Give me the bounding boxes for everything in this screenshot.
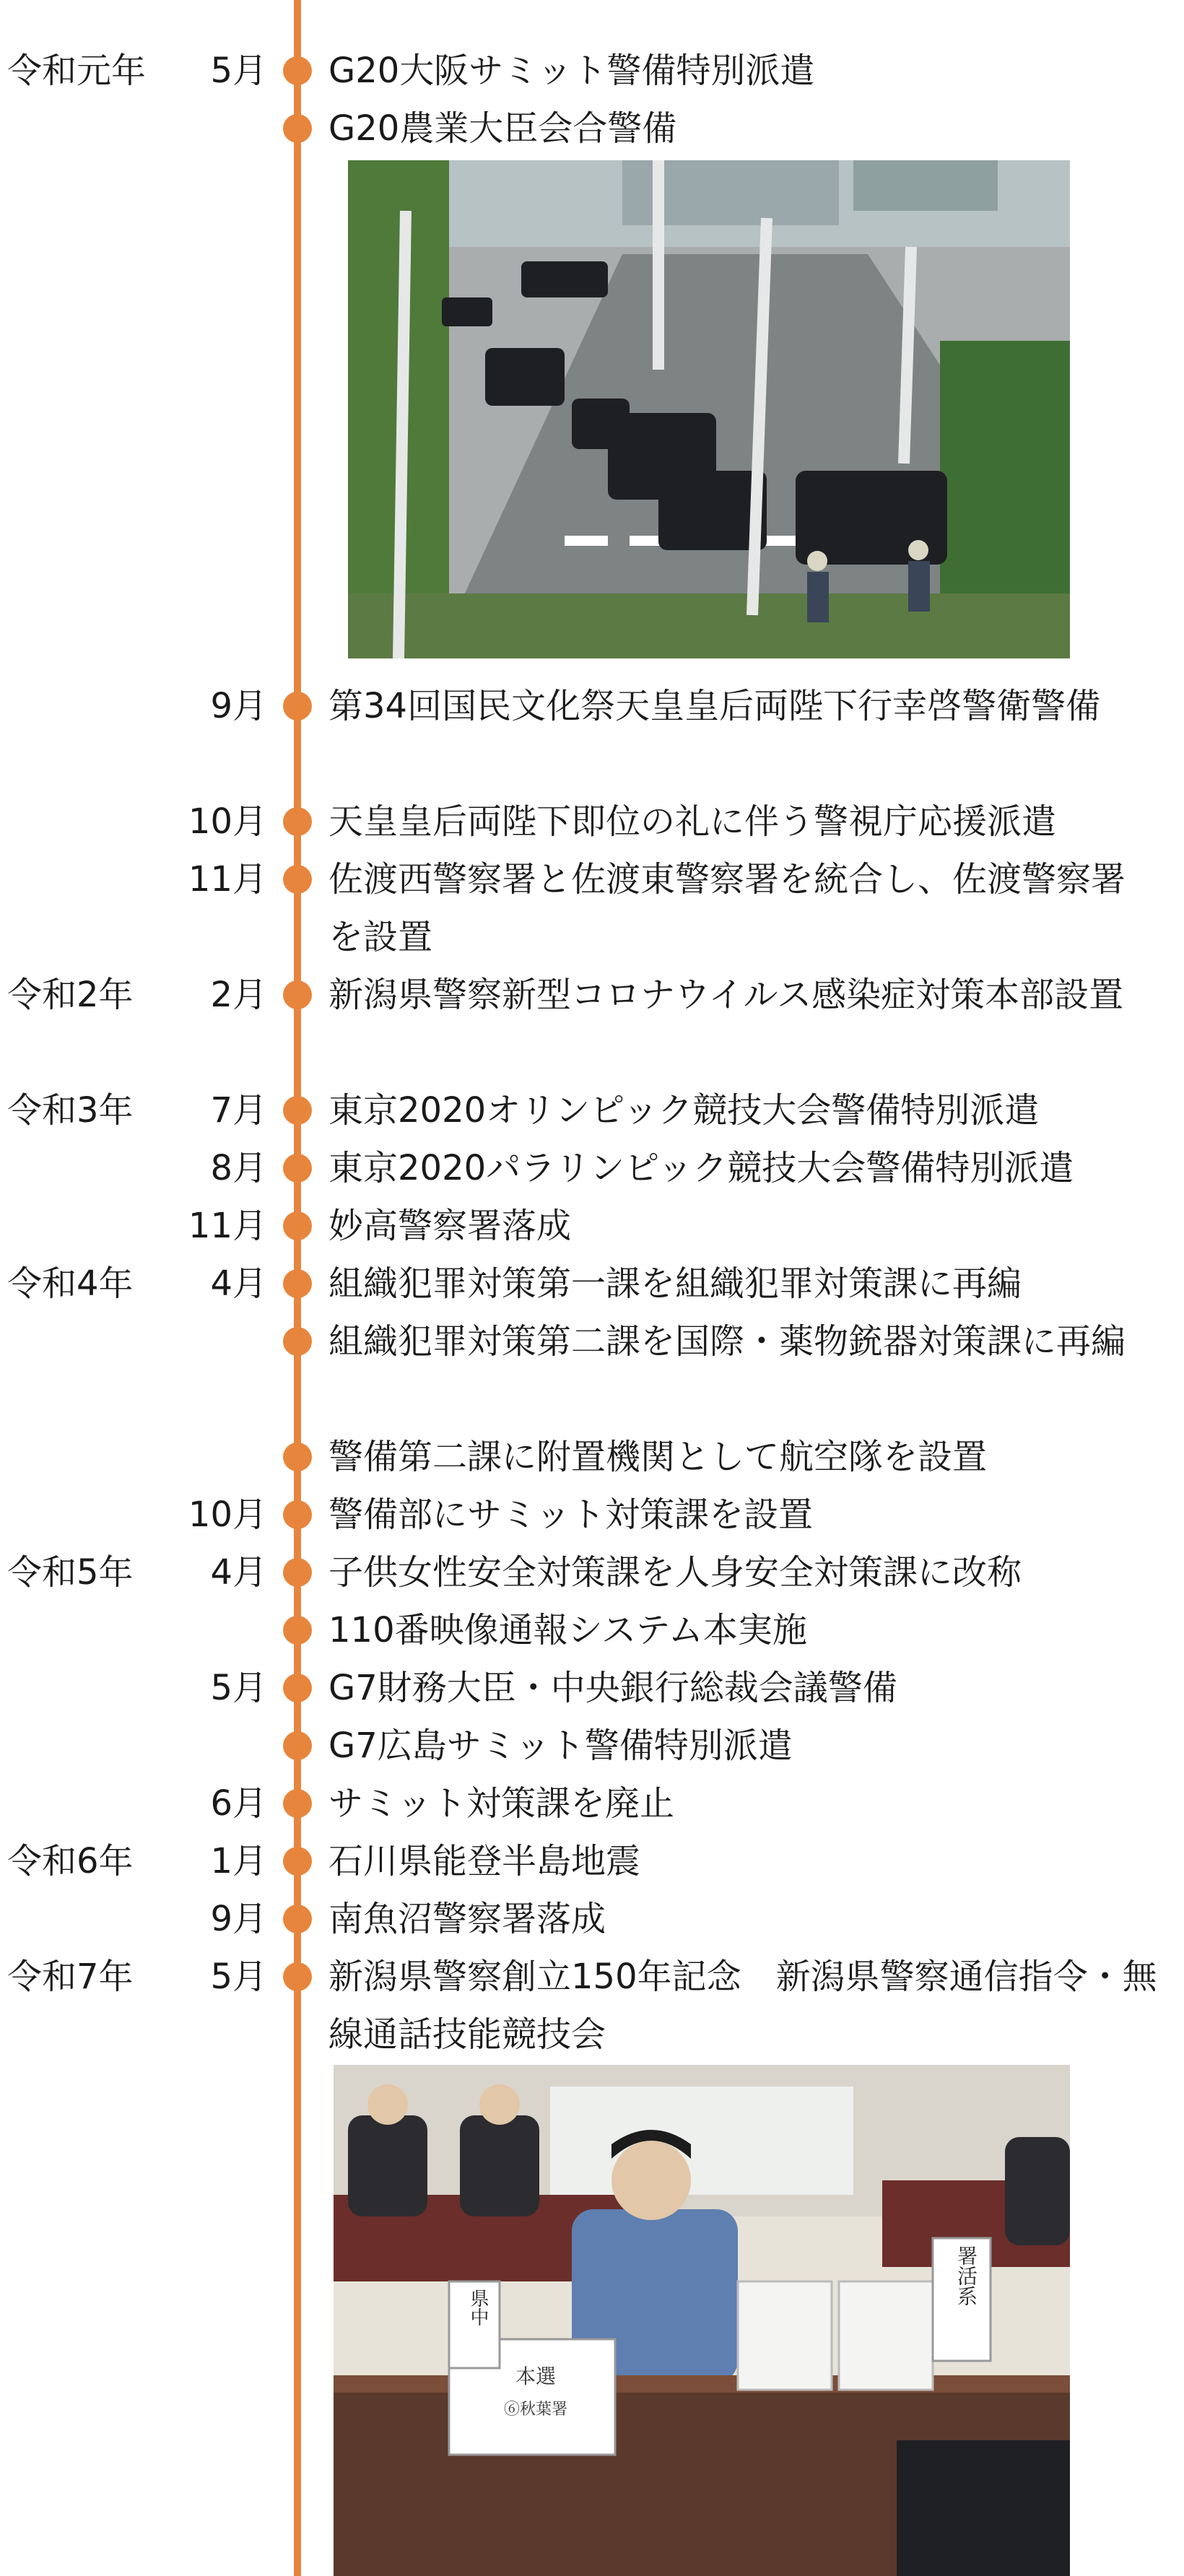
event-text: 東京2020オリンピック競技大会警備特別派遣 [328,1090,1040,1131]
timeline-dot [283,1789,312,1818]
timeline-dot [283,1674,312,1702]
timeline-dot [283,980,312,1009]
event-text: 第34回国民文化祭天皇皇后両陛下行幸啓警衛警備 [328,686,1101,726]
timeline-dot [283,1269,312,1298]
motorcade-photo [348,160,1070,658]
timeline-dot [283,1327,312,1356]
year-label: 令和3年 [7,1090,134,1131]
month-label: 11月 [188,1206,267,1246]
timeline-dot [283,1962,312,1991]
event-text: 組織犯罪対策第一課を組織犯罪対策課に再編 [328,1263,1022,1304]
timeline-dot [283,56,312,85]
month-label: 4月 [210,1552,267,1593]
year-label: 令和4年 [7,1263,134,1304]
month-label: 8月 [210,1148,267,1188]
event-text: 佐渡西警察署と佐渡東警察署を統合し、佐渡警察署を設置 [328,859,1126,957]
event-text: 110番映像通報システム本実施 [328,1610,807,1650]
event-text: 新潟県警察創立150年記念 新潟県警察通信指令・無線通話技能競技会 [328,1957,1157,2055]
month-label: 6月 [210,1783,267,1824]
sign-sub-text: ⑥秋葉署 [503,2401,567,2419]
side-label-right: 署活系 [954,2245,978,2306]
month-label: 5月 [210,51,267,91]
month-label: 9月 [210,686,267,726]
event-text: 石川県能登半島地震 [328,1841,641,1881]
event-text: 妙高警察署落成 [328,1206,572,1246]
year-label: 令和5年 [7,1552,134,1593]
year-label: 令和元年 [7,51,147,91]
month-label: 7月 [210,1090,267,1131]
timeline-dot [283,1558,312,1587]
year-label: 令和7年 [7,1957,134,1997]
timeline-dot [283,1096,312,1125]
timeline-dot [283,807,312,836]
sign-main-text: 本選 [515,2364,556,2388]
month-label: 2月 [210,975,267,1015]
timeline-dot [283,865,312,894]
timeline-dot [283,1154,312,1183]
photo-competition-icon [334,2065,1070,2576]
month-label: 10月 [188,1494,267,1535]
month-label: 1月 [210,1841,267,1881]
year-label: 令和6年 [7,1841,134,1881]
timeline-dot [283,114,312,143]
timeline-dot [283,1443,312,1471]
event-text: G7財務大臣・中央銀行総裁会議警備 [328,1668,897,1708]
timeline-dot [283,692,312,721]
event-text: 警備部にサミット対策課を設置 [328,1494,814,1535]
month-label: 4月 [210,1263,267,1304]
competition-photo [334,2065,1070,2576]
event-text: 天皇皇后両陛下即位の礼に伴う警視庁応援派遣 [328,801,1057,842]
timeline-dot [283,1905,312,1933]
month-label: 5月 [210,1957,267,1997]
event-text: 組織犯罪対策第二課を国際・薬物銃器対策課に再編 [328,1321,1126,1362]
timeline-dot [283,1731,312,1760]
event-text: 新潟県警察新型コロナウイルス感染症対策本部設置 [328,975,1124,1015]
event-text: 東京2020パラリンピック競技大会警備特別派遣 [328,1148,1074,1188]
event-text: G20農業大臣会合警備 [328,108,677,149]
side-label-left: 県中 [467,2289,489,2326]
timeline-dot [283,1211,312,1240]
year-label: 令和2年 [7,975,134,1015]
month-label: 11月 [188,859,267,900]
month-label: 5月 [210,1668,267,1708]
event-text: G7広島サミット警備特別派遣 [328,1726,793,1766]
event-text: G20大阪サミット警備特別派遣 [328,51,815,91]
month-label: 9月 [210,1899,267,1939]
month-label: 10月 [188,801,267,842]
event-text: 南魚沼警察署落成 [328,1899,606,1939]
timeline-dot [283,1616,312,1645]
event-text: 子供女性安全対策課を人身安全対策課に改称 [328,1552,1022,1593]
timeline-dot [283,1847,312,1876]
event-text: サミット対策課を廃止 [328,1783,675,1824]
photo-motorcade-icon [348,160,1070,658]
event-text: 警備第二課に附置機関として航空隊を設置 [328,1437,988,1477]
timeline-dot [283,1500,312,1529]
